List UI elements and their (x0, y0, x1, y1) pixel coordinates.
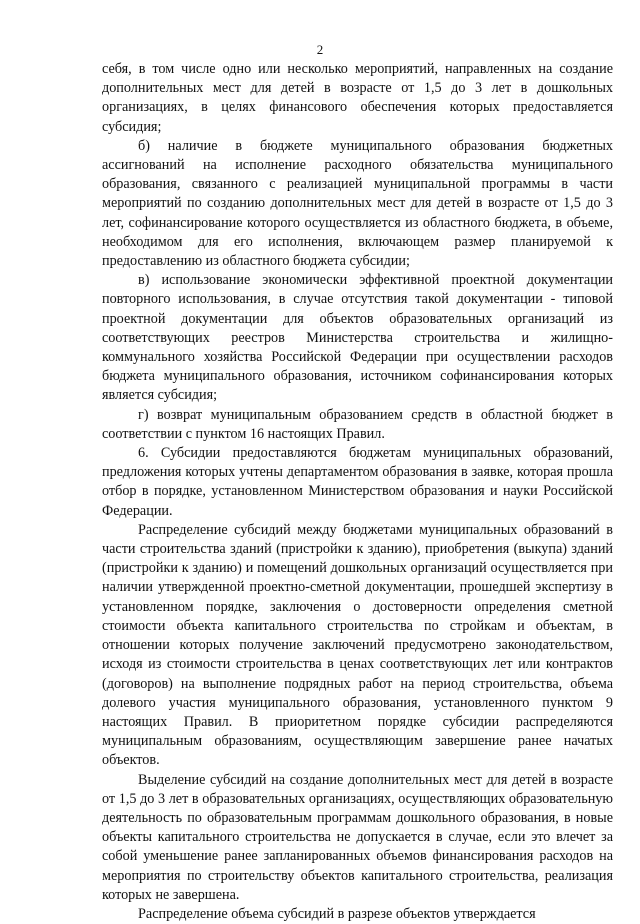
paragraph-final: Распределение объема субсидий в разрезе объектов утверждается (138, 905, 536, 922)
page-number: 2 (316, 42, 324, 57)
paragraph-item-v: в) использование экономически эффективной проектной документации повторного использования, в случае отсутствия такой документации - типовой проектной документации для объектов образовательных организаций из соответствующих реестров Министерства строительства и жилищно-коммунального хозяйства Российской Федерации при осуществлении расходов бюджета муниципального образования, источником софинансирования которых является субсидия; (102, 272, 613, 404)
document-body (102, 60, 613, 924)
paragraph-continuation: себя, в том числе одно или несколько мероприятий, направленных на создание дополнительных мест для детей в возрасте от 1,5 до 3 лет в дошкольных организациях, в целях финансового обеспечения которых предоставляется субсидия; (102, 61, 613, 135)
paragraph-distribution: Распределение субсидий между бюджетами муниципальных образований в части строительства зданий (пристройки к зданию), приобретения (выкупа) зданий (пристройки к зданию) и помещений дошкольных организаций осуществляется при наличии утвержденной проектно-сметной документации, прошедшей экспертизу в установленном порядке, заключения о достоверности определения сметной стоимости объекта капитального строительства по стройкам и объектам, в отношении которых получение заключений предусмотрено законодательством, исходя из стоимости строительства в ценах соответствующих лет или контрактов (договоров) на выполнение подрядных работ на период строительства, объема долевого участия муниципального образования, установленного пунктом 9 настоящих Правил. В приоритетном порядке субсидии распределяются муниципальным образованиям, осуществляющим завершение ранее начатых объектов. (102, 521, 613, 769)
paragraph-point-6: 6. Субсидии предоставляются бюджетам муниципальных образований, предложения которых учтены департаментом образования в заявке, которая прошла отбор в порядке, установленном Министерством образования и науки Российской Федерации. (102, 445, 613, 519)
paragraph-item-g: г) возврат муниципальным образованием средств в областной бюджет в соответствии с пунктом 16 настоящих Правил. (102, 406, 613, 442)
paragraph-allocation: Выделение субсидий на создание дополнительных мест для детей в возрасте от 1,5 до 3 лет в образовательных организациях, осуществляющих образовательную деятельность по образовательным программам дошкольного образования, в новые объекты капитального строительства не допускается в случае, если это влечет за собой уменьшение ранее запланированных объемов финансирования расходов на мероприятия по строительству объектов капитального строительства, реализация которых не завершена. (102, 771, 613, 903)
paragraph-item-b: б) наличие в бюджете муниципального образования бюджетных ассигнований на исполнение расходного обязательства муниципального образования, связанного с реализацией муниципальной программы в части мероприятий по созданию дополнительных мест для детей в возрасте от 1,5 до 3 лет, софинансирование которого осуществляется из областного бюджета, в объеме, необходимом для его исполнения, включающем размер планируемой к предоставлению из областного бюджета субсидии; (102, 137, 613, 270)
